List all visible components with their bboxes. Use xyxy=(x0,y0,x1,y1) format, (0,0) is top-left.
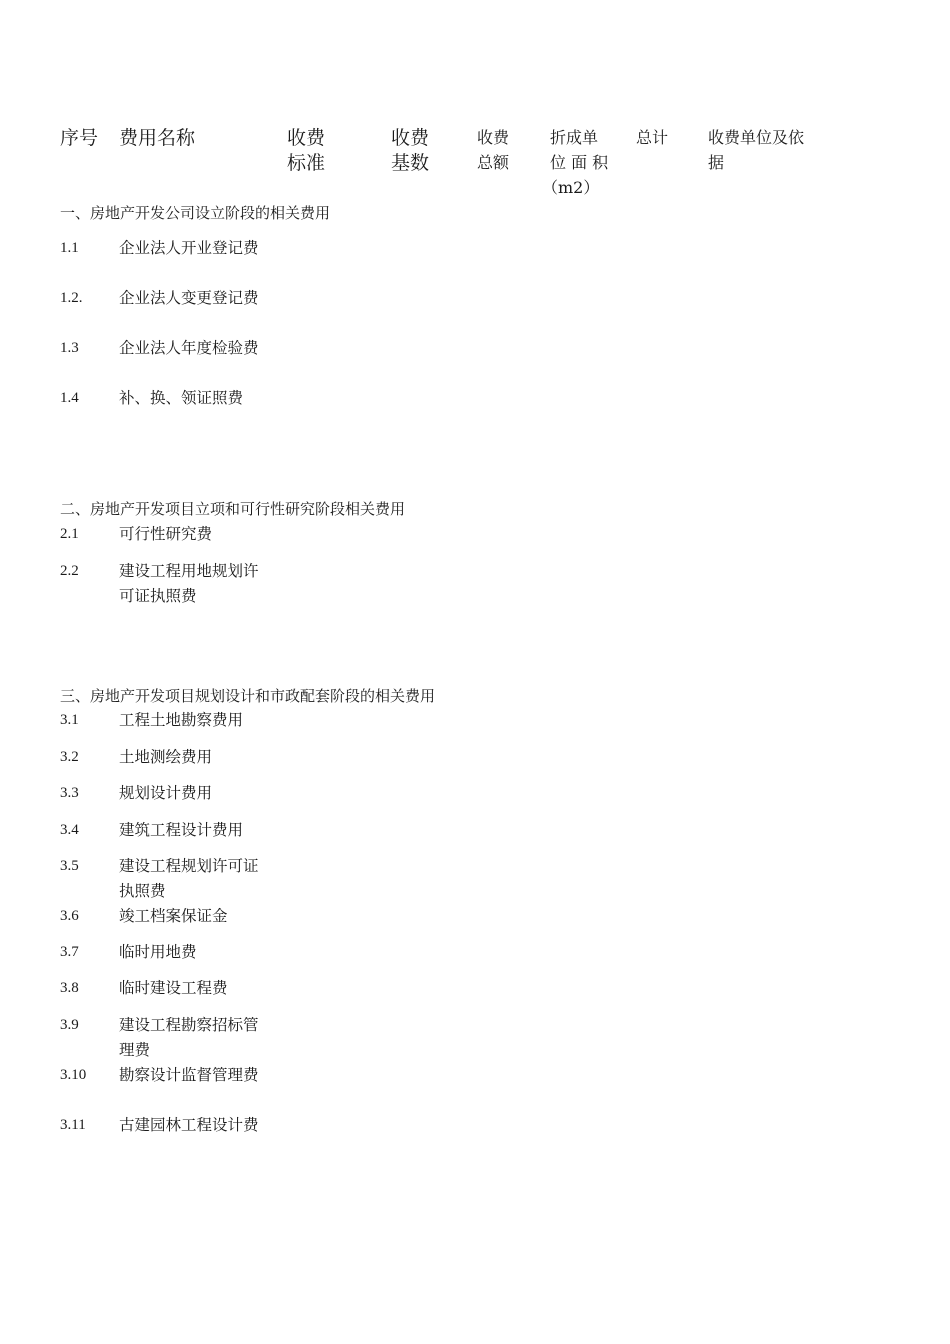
item-name: 建设工程规划许可证执照费 xyxy=(119,857,259,900)
item-name: 临时用地费 xyxy=(119,943,197,961)
item-name: 建设工程勘察招标管理费 xyxy=(119,1016,259,1059)
header-standard-line1: 收费 xyxy=(287,127,326,149)
item-name: 企业法人变更登记费 xyxy=(119,289,259,307)
item-name: 规划设计费用 xyxy=(119,784,213,802)
header-total-amount-line1: 收费 xyxy=(477,128,510,147)
section-title-2: 二、房地产开发项目立项和可行性研究阶段相关费用 xyxy=(60,500,406,518)
header-unit-area-line3: （m2） xyxy=(542,178,600,197)
item-name: 工程土地勘察费用 xyxy=(119,711,244,729)
header-base-line2: 基数 xyxy=(391,152,430,174)
item-name: 可行性研究费 xyxy=(119,525,213,543)
header-basis-line1: 收费单位及依 xyxy=(708,128,805,147)
item-name: 企业法人年度检验费 xyxy=(119,339,259,357)
item-name: 建设工程用地规划许可证执照费 xyxy=(119,562,259,605)
header-name: 费用名称 xyxy=(119,127,196,149)
item-name: 临时建设工程费 xyxy=(119,979,228,997)
item-no: 1.2. xyxy=(60,290,83,306)
item-no: 3.4 xyxy=(60,822,79,838)
item-no: 3.8 xyxy=(60,980,79,996)
header-base-line1: 收费 xyxy=(391,127,430,149)
item-no: 2.2 xyxy=(60,563,79,579)
item-no: 1.1 xyxy=(60,240,79,256)
item-no: 3.2 xyxy=(60,749,79,765)
item-name: 补、换、领证照费 xyxy=(119,389,244,407)
item-no: 3.7 xyxy=(60,944,79,960)
item-name: 古建园林工程设计费 xyxy=(119,1116,259,1134)
item-no: 3.1 xyxy=(60,712,79,728)
item-no: 3.11 xyxy=(60,1117,86,1133)
header-basis-line2: 据 xyxy=(708,153,725,172)
item-no: 2.1 xyxy=(60,526,79,542)
header-unit-area-line1: 折成单 xyxy=(550,128,599,147)
item-name: 建筑工程设计费用 xyxy=(119,821,244,839)
header-total-amount-line2: 总额 xyxy=(477,153,510,172)
header-standard-line2: 标准 xyxy=(287,152,326,174)
item-no: 1.4 xyxy=(60,390,79,406)
item-no: 3.6 xyxy=(60,908,79,924)
item-name: 土地测绘费用 xyxy=(119,748,213,766)
item-no: 3.9 xyxy=(60,1017,79,1033)
section-title-3: 三、房地产开发项目规划设计和市政配套阶段的相关费用 xyxy=(60,687,436,705)
item-name: 企业法人开业登记费 xyxy=(119,239,259,257)
item-name: 竣工档案保证金 xyxy=(119,907,228,925)
header-unit-area-line2: 位 面 积 xyxy=(550,153,609,172)
item-no: 3.3 xyxy=(60,785,79,801)
section-title-1: 一、房地产开发公司设立阶段的相关费用 xyxy=(60,204,331,222)
item-name: 勘察设计监督管理费 xyxy=(119,1066,259,1084)
item-no: 3.5 xyxy=(60,858,79,874)
header-sum: 总计 xyxy=(636,128,669,147)
item-no: 3.10 xyxy=(60,1067,87,1083)
item-no: 1.3 xyxy=(60,340,79,356)
header-seq: 序号 xyxy=(60,127,99,149)
